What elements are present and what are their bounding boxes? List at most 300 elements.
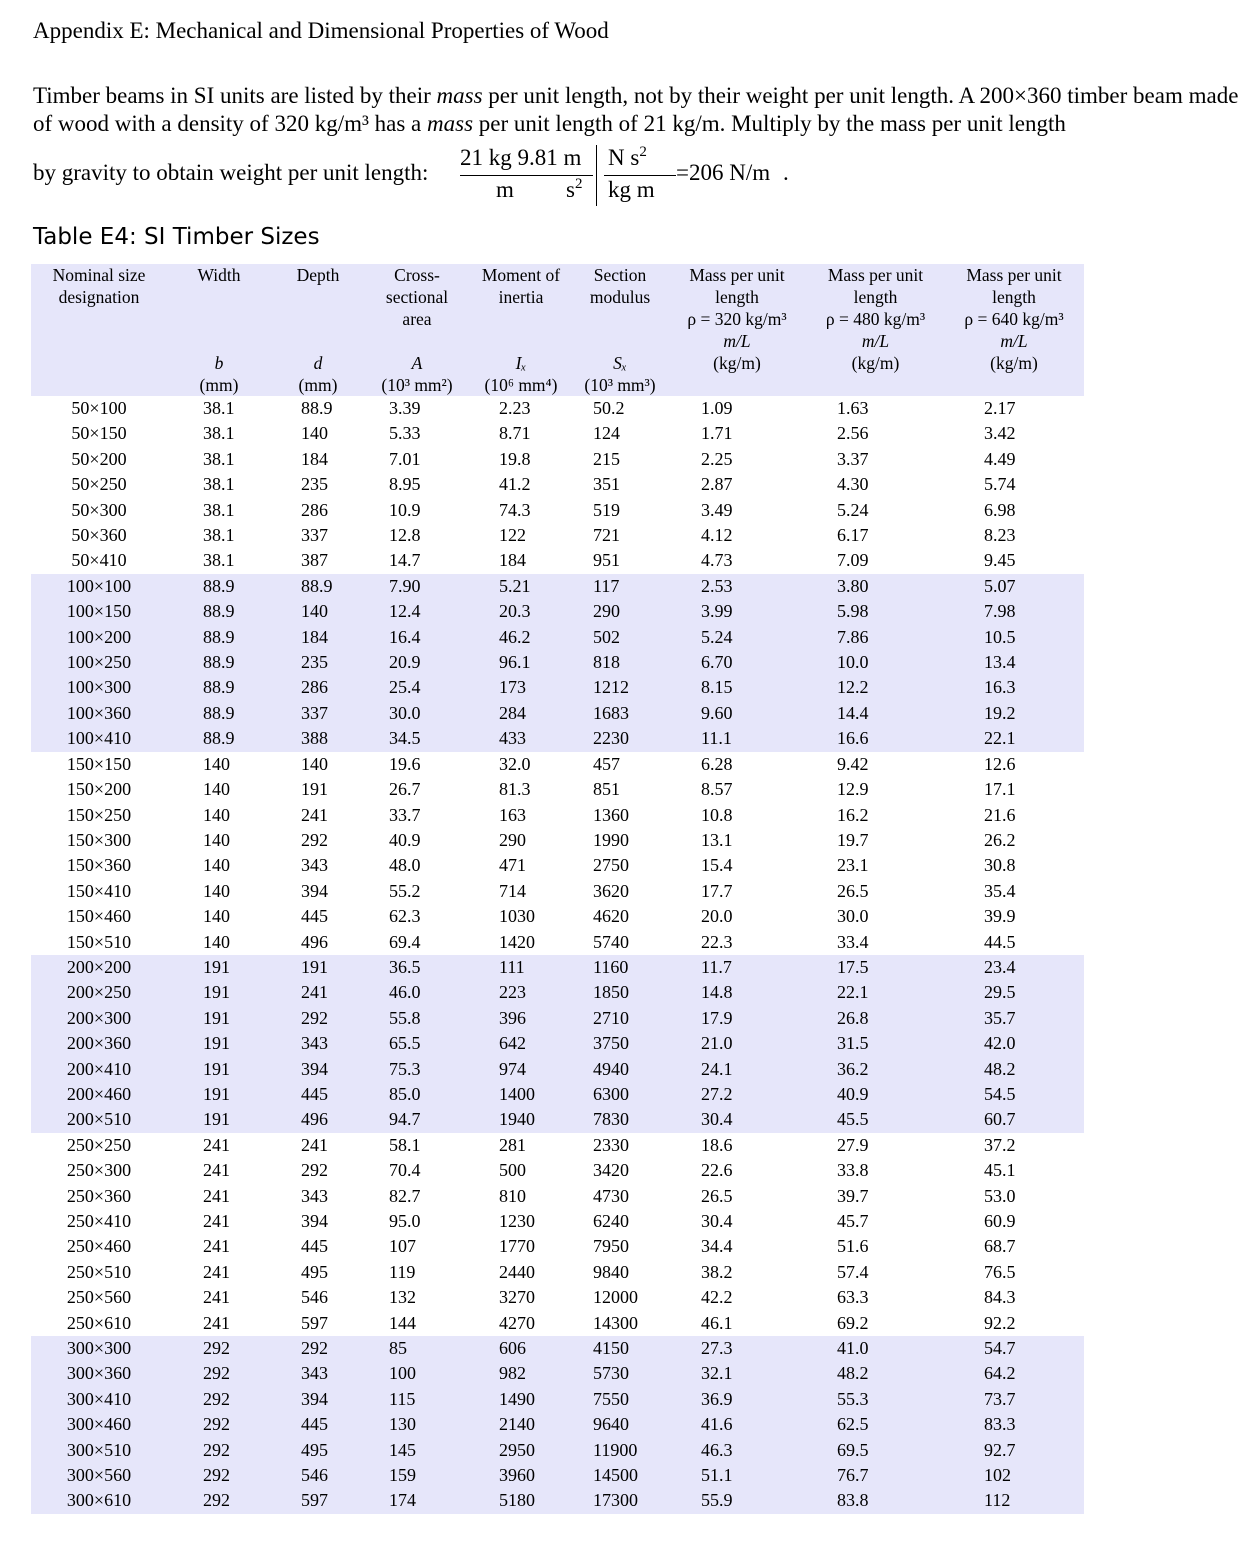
table-cell: 3620: [593, 880, 629, 901]
table-cell: 46.2: [469, 625, 573, 650]
table-cell: 241: [203, 1287, 230, 1308]
table-header-row: [31, 264, 1084, 396]
table-cell: 48.2: [807, 1361, 944, 1386]
table-cell: 241: [203, 1236, 230, 1257]
table-cell: 69.5: [807, 1438, 944, 1463]
table-row: [31, 752, 1084, 777]
table-row: [31, 879, 1084, 904]
table-cell: 5.24: [837, 499, 869, 520]
table-row: [31, 904, 1084, 929]
table-cell: 1850: [573, 980, 667, 1005]
table-row: [31, 1438, 1084, 1463]
table-cell: 36.9: [667, 1387, 807, 1412]
table-row: [31, 701, 1084, 726]
fraction-bar-2: [604, 175, 676, 176]
table-row: [31, 1285, 1084, 1310]
table-row: [31, 447, 1084, 472]
table-cell: 112: [944, 1488, 1084, 1513]
table-row: [31, 1107, 1084, 1132]
table-cell: 27.2: [667, 1082, 807, 1107]
table-cell: 191: [301, 779, 328, 800]
table-cell: 292: [271, 1006, 365, 1031]
table-cell: 38.1: [203, 525, 235, 546]
table-cell: 16.4: [365, 625, 469, 650]
table-cell: 44.5: [984, 931, 1016, 952]
table-cell: 10.0: [807, 650, 944, 675]
table-cell: 6.17: [837, 525, 869, 546]
table-cell: 343: [301, 1185, 328, 1206]
table-cell: 13.1: [701, 829, 733, 850]
table-cell: 62.5: [807, 1412, 944, 1437]
table-cell: 8.71: [499, 423, 531, 444]
table-cell: 191: [271, 955, 365, 980]
nominal-size-cell: 200×410: [31, 1057, 167, 1082]
table-cell: 7.09: [837, 550, 869, 571]
table-cell: 6240: [593, 1211, 629, 1231]
table-cell: 11900: [573, 1438, 667, 1463]
table-cell: 55.9: [667, 1488, 807, 1513]
table-cell: 241: [203, 1261, 230, 1282]
nominal-size-cell: 50×300: [71, 499, 127, 520]
fraction-denominator-2: kg m: [608, 177, 655, 202]
nominal-size-cell: 150×250: [66, 804, 132, 825]
nominal-size-cell: 200×360: [31, 1031, 167, 1056]
unit-separator-line: [596, 145, 597, 206]
table-cell: 53.0: [984, 1185, 1016, 1206]
table-cell: 6.98: [984, 499, 1016, 520]
table-cell: 12.8: [389, 525, 421, 546]
equation-result: =206 N/m: [676, 160, 771, 185]
table-cell: 22.1: [807, 980, 944, 1005]
table-cell: 235: [301, 474, 328, 495]
table-cell: 145: [365, 1438, 469, 1463]
table-cell: 286: [271, 675, 365, 700]
nominal-size-cell: 150×510: [66, 931, 132, 952]
table-cell: 132: [389, 1287, 416, 1308]
table-cell: 597: [271, 1488, 365, 1513]
header-depth: Depth d (mm): [271, 264, 365, 396]
table-cell: 394: [301, 880, 328, 901]
table-cell: 26.5: [837, 880, 869, 901]
nominal-size-cell: 100×250: [31, 650, 167, 675]
nominal-size-cell: 250×250: [66, 1134, 132, 1155]
table-cell: 3.42: [984, 423, 1016, 444]
table-cell: 7950: [593, 1236, 629, 1257]
table-cell: 55.8: [365, 1006, 469, 1031]
table-cell: 174: [365, 1488, 469, 1513]
table-row: [31, 955, 1084, 980]
table-cell: 30.4: [667, 1107, 807, 1132]
table-cell: 16.3: [944, 675, 1084, 700]
table-cell: 23.1: [837, 855, 869, 876]
nominal-size-cell: 50×410: [71, 550, 127, 571]
table-cell: 292: [301, 1160, 328, 1181]
table-cell: 241: [203, 1160, 230, 1181]
table-cell: 2750: [593, 855, 629, 876]
nominal-size-cell: 200×250: [31, 980, 167, 1005]
table-cell: 140: [203, 855, 230, 876]
table-cell: 40.9: [807, 1082, 944, 1107]
table-cell: 1212: [573, 675, 667, 700]
fraction-denominator-1b: $s^2$: [566, 176, 583, 202]
table-cell: 62.3: [389, 906, 421, 927]
table-cell: 45.5: [807, 1107, 944, 1132]
table-cell: 9.42: [837, 753, 869, 774]
table-cell: 12.4: [365, 599, 469, 624]
nominal-size-cell: 50×100: [71, 398, 127, 418]
table-cell: 3.99: [667, 599, 807, 624]
equation-period: .: [783, 160, 789, 185]
nominal-size-cell: 200×300: [31, 1006, 167, 1031]
table-cell: 1.09: [701, 398, 733, 418]
table-body: [31, 396, 1084, 1514]
table-cell: 241: [203, 1134, 230, 1155]
table-cell: 140: [203, 829, 230, 850]
table-cell: 30.4: [701, 1211, 733, 1231]
table-cell: 445: [271, 1082, 365, 1107]
table-cell: 85: [365, 1336, 469, 1361]
table-row: [31, 472, 1084, 497]
table-cell: 140: [301, 753, 328, 774]
table-cell: 223: [469, 980, 573, 1005]
table-cell: 46.1: [701, 1312, 733, 1333]
table-cell: 37.2: [984, 1134, 1016, 1155]
table-cell: 191: [167, 1057, 271, 1082]
table-cell: 12000: [593, 1287, 638, 1308]
table-cell: 11.1: [667, 726, 807, 751]
table-cell: 65.5: [365, 1031, 469, 1056]
table-cell: 35.7: [944, 1006, 1084, 1031]
table-cell: 84.3: [984, 1287, 1016, 1308]
table-cell: 951: [593, 550, 620, 571]
table-cell: 4.73: [701, 550, 733, 571]
table-row: [31, 1082, 1084, 1107]
nominal-size-cell: 150×460: [66, 906, 132, 927]
table-cell: 394: [301, 1211, 328, 1231]
table-row: [31, 1412, 1084, 1437]
table-cell: 22.1: [944, 726, 1084, 751]
table-cell: 337: [301, 525, 328, 546]
table-cell: 17300: [573, 1488, 667, 1513]
table-cell: 241: [271, 980, 365, 1005]
table-cell: 81.3: [499, 779, 531, 800]
table-cell: 10.9: [389, 499, 421, 520]
table-cell: 22.3: [701, 931, 733, 952]
table-row: [31, 675, 1084, 700]
table-cell: 215: [593, 448, 620, 469]
table-cell: 88.9: [301, 398, 333, 418]
table-cell: 343: [301, 855, 328, 876]
table-cell: 14.8: [667, 980, 807, 1005]
table-cell: 9.60: [667, 701, 807, 726]
table-cell: 1360: [593, 804, 629, 825]
table-cell: 41.2: [499, 474, 531, 495]
table-cell: 502: [573, 625, 667, 650]
table-cell: 241: [203, 1185, 230, 1206]
table-cell: 39.9: [984, 906, 1016, 927]
table-cell: 284: [469, 701, 573, 726]
table-cell: 42.0: [944, 1031, 1084, 1056]
table-cell: 818: [573, 650, 667, 675]
table-cell: 140: [203, 753, 230, 774]
table-cell: 471: [499, 855, 526, 876]
table-cell: 241: [203, 1211, 230, 1231]
para-text-1: Timber beams in SI units are listed by their: [33, 83, 437, 108]
table-cell: 32.1: [667, 1361, 807, 1386]
table-cell: 457: [593, 753, 620, 774]
table-cell: 34.4: [701, 1236, 733, 1257]
header-mass-480: Mass per unit length ρ = 480 kg/m³ m/L (kg/m): [807, 264, 944, 396]
table-cell: 2.56: [837, 423, 869, 444]
table-cell: 83.3: [944, 1412, 1084, 1437]
table-cell: 191: [167, 1031, 271, 1056]
table-cell: 27.3: [667, 1336, 807, 1361]
header-section-modulus: Section modulus Sₓ (10³ mm³): [573, 264, 667, 396]
table-cell: 50.2: [593, 398, 625, 418]
table-cell: 64.2: [944, 1361, 1084, 1386]
nominal-size-cell: 100×150: [31, 599, 167, 624]
header-moment-of-inertia: Moment of inertia Iₓ (10⁶ mm⁴): [469, 264, 573, 396]
table-cell: 292: [167, 1463, 271, 1488]
nominal-size-cell: 250×460: [66, 1236, 132, 1257]
table-cell: 20.3: [469, 599, 573, 624]
table-cell: 5180: [469, 1488, 573, 1513]
nominal-size-cell: 300×610: [31, 1488, 167, 1513]
nominal-size-cell: 100×360: [31, 701, 167, 726]
table-cell: 343: [271, 1361, 365, 1386]
table-cell: 36.5: [365, 955, 469, 980]
table-cell: 1.63: [837, 398, 869, 418]
table-cell: 38.1: [203, 448, 235, 469]
table-cell: 3750: [573, 1031, 667, 1056]
table-cell: 343: [271, 1031, 365, 1056]
table-cell: 12.2: [807, 675, 944, 700]
table-cell: 1230: [499, 1211, 535, 1231]
header-width: Width b (mm): [167, 264, 271, 396]
table-cell: 286: [301, 499, 328, 520]
table-cell: 54.7: [944, 1336, 1084, 1361]
table-cell: 7550: [573, 1387, 667, 1412]
table-cell: 34.5: [365, 726, 469, 751]
table-cell: 3960: [469, 1463, 573, 1488]
table-row: [31, 1387, 1084, 1412]
table-cell: 42.2: [701, 1287, 733, 1308]
table-cell: 3.37: [837, 448, 869, 469]
table-cell: 1420: [499, 931, 535, 952]
table-cell: 38.1: [203, 474, 235, 495]
table-cell: 19.2: [944, 701, 1084, 726]
table-cell: 2.25: [701, 448, 733, 469]
table-cell: 85.0: [365, 1082, 469, 1107]
table-cell: 546: [271, 1463, 365, 1488]
table-cell: 292: [167, 1387, 271, 1412]
table-cell: 292: [271, 1336, 365, 1361]
table-cell: 41.0: [807, 1336, 944, 1361]
table-cell: 88.9: [271, 574, 365, 599]
table-cell: 88.9: [167, 701, 271, 726]
table-cell: 495: [301, 1261, 328, 1282]
table-cell: 396: [469, 1006, 573, 1031]
header-mass-320: Mass per unit length ρ = 320 kg/m³ m/L (kg/m): [667, 264, 807, 396]
table-cell: 235: [271, 650, 365, 675]
table-cell: 17.5: [807, 955, 944, 980]
table-cell: 292: [167, 1336, 271, 1361]
table-cell: 8.15: [667, 675, 807, 700]
table-cell: 2440: [499, 1261, 535, 1282]
table-cell: 5.74: [984, 474, 1016, 495]
table-cell: 38.1: [203, 550, 235, 571]
nominal-size-cell: 200×460: [31, 1082, 167, 1107]
table-cell: 46.0: [365, 980, 469, 1005]
table-cell: 4620: [593, 906, 629, 927]
table-cell: 496: [271, 1107, 365, 1132]
table-cell: 32.0: [499, 753, 531, 774]
table-row: [31, 396, 1084, 421]
table-row: [31, 650, 1084, 675]
table-row: [31, 803, 1084, 828]
table-cell: 94.7: [365, 1107, 469, 1132]
table-cell: 496: [301, 931, 328, 952]
table-row: [31, 1057, 1084, 1082]
table-cell: 173: [469, 675, 573, 700]
table-cell: 124: [593, 423, 620, 444]
table-row: [31, 625, 1084, 650]
table-cell: 6300: [573, 1082, 667, 1107]
table-cell: 290: [499, 829, 526, 850]
table-cell: 82.7: [389, 1185, 421, 1206]
table-cell: 4.30: [837, 474, 869, 495]
nominal-size-cell: 50×150: [71, 423, 127, 444]
table-cell: 51.6: [837, 1236, 869, 1257]
table-cell: 22.6: [701, 1160, 733, 1181]
table-cell: 100: [365, 1361, 469, 1386]
table-cell: 5.33: [389, 423, 421, 444]
table-cell: 88.9: [167, 650, 271, 675]
table-cell: 38.1: [203, 423, 235, 444]
table-row: [31, 1031, 1084, 1056]
table-cell: 2.17: [984, 398, 1016, 418]
table-row: [31, 726, 1084, 751]
table-cell: 119: [389, 1261, 416, 1282]
table-cell: 26.7: [389, 779, 421, 800]
table-cell: 75.3: [365, 1057, 469, 1082]
table-cell: 191: [167, 955, 271, 980]
table-cell: 241: [203, 1312, 230, 1333]
table-cell: 68.7: [984, 1236, 1016, 1257]
table-cell: 16.2: [837, 804, 869, 825]
table-cell: 351: [593, 474, 620, 495]
table-cell: 39.7: [837, 1185, 869, 1206]
table-cell: 4270: [499, 1312, 535, 1333]
table-cell: 2330: [593, 1134, 629, 1155]
table-cell: 83.8: [807, 1488, 944, 1513]
table-cell: 292: [167, 1412, 271, 1437]
table-cell: 18.6: [701, 1134, 733, 1155]
table-cell: 12.6: [984, 753, 1016, 774]
table-cell: 191: [167, 980, 271, 1005]
table-cell: 292: [167, 1361, 271, 1386]
nominal-size-cell: 100×300: [31, 675, 167, 700]
table-cell: 88.9: [167, 625, 271, 650]
table-cell: 41.6: [667, 1412, 807, 1437]
nominal-size-cell: 300×560: [31, 1463, 167, 1488]
table-cell: 19.6: [389, 753, 421, 774]
table-cell: 140: [203, 804, 230, 825]
para-text-3: per unit length of 21 kg/m. Multiply by the mass per unit length: [473, 111, 1066, 136]
table-cell: 3420: [593, 1160, 629, 1181]
table-cell: 30.0: [837, 906, 869, 927]
table-cell: 9640: [573, 1412, 667, 1437]
table-cell: 8.57: [701, 779, 733, 800]
table-cell: 140: [203, 906, 230, 927]
table-row: [31, 1336, 1084, 1361]
table-cell: 36.2: [807, 1057, 944, 1082]
table-row: [31, 1361, 1084, 1386]
table-cell: 2.23: [499, 398, 531, 418]
table-row: [31, 980, 1084, 1005]
table-cell: 25.4: [365, 675, 469, 700]
table-cell: 46.3: [667, 1438, 807, 1463]
table-cell: 4730: [593, 1185, 629, 1206]
table-cell: 57.4: [837, 1261, 869, 1282]
table-row: [31, 523, 1084, 548]
nominal-size-cell: 50×200: [71, 448, 127, 469]
table-cell: 73.7: [944, 1387, 1084, 1412]
table-cell: 13.4: [944, 650, 1084, 675]
table-cell: 17.1: [984, 779, 1016, 800]
table-row: [31, 1209, 1084, 1234]
table-cell: 1683: [573, 701, 667, 726]
table-cell: 26.5: [701, 1185, 733, 1206]
table-cell: 88.9: [167, 574, 271, 599]
table-cell: 45.7: [837, 1211, 869, 1231]
table-cell: 140: [301, 423, 328, 444]
table-cell: 38.2: [701, 1261, 733, 1282]
page-heading: Appendix E: Mechanical and Dimensional Properties of Wood: [33, 18, 609, 43]
table-cell: 1.71: [701, 423, 733, 444]
table-cell: 184: [271, 625, 365, 650]
table-row: [31, 1133, 1084, 1158]
table-cell: 33.7: [389, 804, 421, 825]
nominal-size-cell: 250×410: [66, 1211, 132, 1231]
table-cell: 3.80: [807, 574, 944, 599]
table-cell: 3.49: [701, 499, 733, 520]
nominal-size-cell: 300×510: [31, 1438, 167, 1463]
table-cell: 1940: [469, 1107, 573, 1132]
table-cell: 4.49: [984, 448, 1016, 469]
table-cell: 88.9: [167, 726, 271, 751]
table-cell: 3.39: [389, 398, 421, 418]
table-row: [31, 574, 1084, 599]
table-cell: 38.1: [203, 398, 235, 418]
table-cell: 2950: [469, 1438, 573, 1463]
table-cell: 8.95: [389, 474, 421, 495]
table-cell: 16.6: [807, 726, 944, 751]
table-cell: 140: [203, 880, 230, 901]
table-cell: 445: [301, 1236, 328, 1257]
table-cell: 337: [271, 701, 365, 726]
table-row: [31, 1158, 1084, 1183]
table-cell: 55.2: [389, 880, 421, 901]
para-emphasis-2: mass: [427, 111, 474, 136]
table-cell: 241: [301, 804, 328, 825]
table-cell: 5.98: [807, 599, 944, 624]
table-cell: 95.0: [389, 1211, 421, 1231]
table-cell: 23.4: [944, 955, 1084, 980]
table-cell: 60.9: [984, 1211, 1016, 1231]
table-cell: 500: [499, 1160, 526, 1181]
para-text-2: per unit length, not by their weight per unit length. A 200×360 timber beam made of wood with a density of 320 kg/m³ has a: [33, 83, 1239, 136]
